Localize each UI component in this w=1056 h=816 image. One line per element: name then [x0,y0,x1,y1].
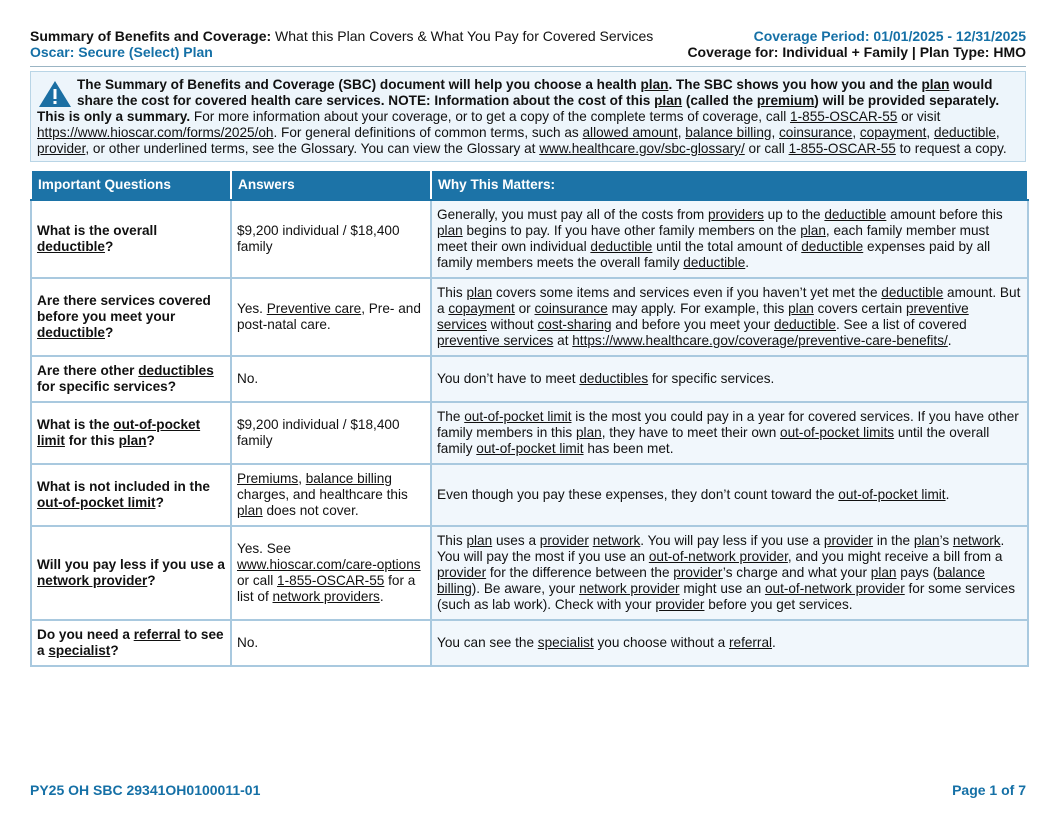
term-link[interactable]: premium [756,93,815,108]
cell-text: ? [104,325,114,340]
cell-text: The [437,409,465,424]
table-header-row [31,170,1028,200]
term-link[interactable]: Preventive care [266,301,362,316]
cell-text: ). Be aware, your [471,581,580,596]
table-row [31,526,1028,620]
table-row [31,620,1028,666]
cell-text: is the most you could pay in a year for covered services. If you have other family members in this [437,409,1019,440]
answer-cell [231,526,431,620]
cell-text: for the difference between the [486,565,674,580]
cell-text: , each family member must meet their own individual [437,223,990,254]
term-link[interactable]: specialist [537,635,594,650]
cell-text: What is the overall [37,223,158,238]
cell-text: ’s charge and what your [722,565,871,580]
cell-text: , and you might receive a bill from a [787,549,1003,564]
term-link[interactable]: out-of-network provider [648,549,788,564]
cell-text: . You will pay the most if you use an [437,533,1005,564]
cell-text: amount. But a [437,285,1021,316]
question-cell [31,526,231,620]
cell-text: $9,200 individual / $18,400 family [237,417,400,448]
term-link[interactable]: out-of-network provider [764,581,905,596]
cell-text: to see a [37,627,224,658]
cell-text: before you get services. [704,597,853,612]
table-row [31,402,1028,464]
cell-text: Are there services covered before you meet your [37,293,211,324]
term-link[interactable]: providers [707,207,764,222]
cell-text: begins to pay. If you have other family members on the [462,223,801,238]
table-row [31,278,1028,356]
term-link[interactable]: www.hioscar.com/care-options [237,557,421,572]
cell-text: ? [147,573,156,588]
term-link[interactable]: balance billing [685,125,772,140]
cell-text: . You will pay less if you use a [640,533,824,548]
term-link[interactable]: deductible [683,255,746,270]
cell-text: Yes. [237,301,267,316]
cell-text: does not cover. [262,503,359,518]
term-link[interactable]: deductible [37,239,105,254]
table-row [31,356,1028,402]
term-link[interactable]: out-of-pocket limit [476,441,584,456]
cell-text: . [947,333,952,348]
answer-cell [231,278,431,356]
coverage-for: Coverage for: Individual + Family | Plan Type: HMO [687,44,1026,60]
column-header: Why This Matters: [431,170,1028,200]
cell-text: Do you need a [37,627,134,642]
cell-text: ? [155,495,164,510]
term-link[interactable]: provider [673,565,723,580]
column-header: Answers [231,170,431,200]
cell-text: , [298,471,306,486]
cell-text: ? [110,643,119,658]
cell-text: charges, and healthcare this [237,487,408,502]
header-left [30,28,653,60]
question-cell [31,278,231,356]
term-link[interactable]: deductible [824,207,887,222]
term-link[interactable]: network [952,533,1001,548]
answer-cell [231,200,431,278]
term-link[interactable]: coinsurance [779,125,853,140]
term-link[interactable]: out-of-pocket limit [37,417,201,448]
term-link[interactable]: deductibles [138,363,214,378]
cell-text: Yes. See [237,541,291,556]
cell-text: and before you meet your [611,317,774,332]
cell-text: . [772,635,776,650]
term-link[interactable]: copayment [859,125,927,140]
why-cell [431,200,1028,278]
term-link[interactable]: plan [466,285,493,300]
term-link[interactable]: coinsurance [534,301,608,316]
cell-text: amount before this [886,207,1003,222]
answer-cell [231,356,431,402]
page-number: Page 1 of 7 [952,782,1026,798]
term-link[interactable]: preventive services [437,301,969,332]
cell-text: for this [64,433,119,448]
cell-text: or [514,301,535,316]
cell-text: might use an [679,581,765,596]
why-cell [431,402,1028,464]
term-link[interactable]: provider [37,141,86,156]
cell-text: ? [104,239,114,254]
term-link[interactable]: deductible [37,325,105,340]
table-row [31,200,1028,278]
cell-text: ? [146,433,155,448]
term-link[interactable]: plan [913,533,940,548]
cell-text: No. [237,635,259,650]
term-link[interactable]: https://www.healthcare.gov/coverage/preventive-care-benefits/ [572,333,948,348]
why-cell [431,464,1028,526]
term-link[interactable]: provider [655,597,705,612]
cell-text: . [379,589,384,604]
term-link[interactable]: specialist [48,643,111,658]
cell-text: for some services (such as lab work). Check with your [437,581,1016,612]
term-link[interactable]: 1-855-OSCAR-55 [277,573,385,588]
cell-text: , they have to meet their own [601,425,781,440]
cell-text: covers certain [813,301,906,316]
term-link[interactable]: network [592,533,641,548]
term-link[interactable]: provider [539,533,589,548]
term-link[interactable]: out-of-pocket limit [37,495,156,510]
why-cell [431,620,1028,666]
term-link[interactable]: plan [870,565,897,580]
why-cell [431,526,1028,620]
coverage-period: Coverage Period: 01/01/2025 - 12/31/2025 [753,28,1026,44]
term-link[interactable]: out-of-pocket limit [838,487,946,502]
header-right [687,28,1026,60]
term-link[interactable]: plan [437,223,463,238]
cell-text: at [553,333,573,348]
term-link[interactable]: network providers [272,589,380,604]
term-link[interactable]: Premiums [237,471,299,486]
cell-text: until the overall family [437,425,990,456]
cell-text: expenses paid by all family members meets the overall family [437,239,991,270]
cell-text: Will you pay less if you use a [37,557,225,572]
column-header: Important Questions [31,170,231,200]
term-link[interactable]: balance billing [437,565,985,596]
phone-link[interactable]: 1-855-OSCAR-55 [790,109,898,124]
document-id: PY25 OH SBC 29341OH0100011-01 [30,782,261,798]
why-cell [431,278,1028,356]
important-questions-table [30,169,1029,667]
cell-text: You can see the [437,635,538,650]
cell-text: uses a [492,533,540,548]
forms-url-link[interactable]: https://www.hioscar.com/forms/2025/oh [37,125,274,140]
cell-text: Even though you pay these expenses, they don’t count toward the [437,487,839,502]
question-cell [31,620,231,666]
term-link[interactable]: plan [800,223,826,238]
cell-text: This [437,285,467,300]
term-link[interactable]: plan [640,77,669,92]
answer-cell [231,620,431,666]
term-link[interactable]: preventive services [437,333,554,348]
term-link[interactable]: plan [576,425,602,440]
term-link[interactable]: provider [437,565,487,580]
cell-text: in the [873,533,914,548]
term-link[interactable]: cost-sharing [537,317,612,332]
warning-icon [37,79,73,109]
term-link[interactable]: allowed amount [582,125,678,140]
term-link[interactable]: deductible [933,125,996,140]
term-link[interactable]: provider [823,533,874,548]
cell-text: or call [237,573,278,588]
term-link[interactable]: network provider [579,581,680,596]
cell-text: Are there other [37,363,139,378]
cell-text: pays ( [896,565,938,580]
why-cell [431,356,1028,402]
term-link[interactable]: plan [654,93,683,108]
cell-text: $9,200 individual / $18,400 family [237,223,400,254]
sbc-notice: The Summary of Benefits and Coverage (SBC) document will help you choose a health plan. The SBC shows you how you and the plan would share the cost for covered health care services. NOTE: Information about the cost of this plan (called the premium) will be provided separately. This is only a summary. For more information about your coverage, or to get a copy of the complete terms of coverage, call 1-855-OSCAR-55 or visit https://www.hioscar.com/forms/2025/oh. For general definitions of common terms, such as allowed amount, balance billing, coinsurance, copayment, deductible, provider, or other underlined terms, see the Glossary. You can view the Glossary at www.healthcare.gov/sbc-glossary/ or call 1-855-OSCAR-55 to request a copy. [30,71,1026,162]
term-link[interactable]: plan [788,301,814,316]
term-link[interactable]: deductible [801,239,864,254]
term-link[interactable]: deductible [881,285,944,300]
cell-text: What is not included in the [37,479,210,494]
answer-cell [231,402,431,464]
term-link[interactable]: deductible [774,317,836,332]
question-cell [31,402,231,464]
term-link[interactable]: deductible [590,239,653,254]
document-title: Summary of Benefits and Coverage: What this Plan Covers & What You Pay for Covered Services [30,28,654,44]
term-link[interactable]: balance billing [305,471,392,486]
page-header [30,28,1026,67]
term-link[interactable]: copayment [448,301,515,316]
phone-link[interactable]: 1-855-OSCAR-55 [788,141,896,156]
question-cell [31,200,231,278]
term-link[interactable]: network provider [37,573,148,588]
table-row [31,464,1028,526]
cell-text: Generally, you must pay all of the costs from [437,207,708,222]
term-link[interactable]: referral [133,627,181,642]
term-link[interactable]: out-of-pocket limits [780,425,895,440]
term-link[interactable]: deductibles [579,371,649,386]
cell-text: , Pre- and post-natal care. [237,301,421,332]
term-link[interactable]: plan [118,433,147,448]
cell-text: for a list of [237,573,416,604]
term-link[interactable]: plan [237,503,263,518]
cell-text: covers some items and services even if you haven’t yet met the [492,285,882,300]
glossary-link[interactable]: www.healthcare.gov/sbc-glossary/ [539,141,745,156]
term-link[interactable]: plan [466,533,493,548]
cell-text: ’s [939,533,953,548]
term-link[interactable]: out-of-pocket limit [464,409,572,424]
answer-cell [231,464,431,526]
cell-text: has been met. [583,441,674,456]
cell-text: until the total amount of [652,239,802,254]
cell-text: for specific services? [37,379,177,394]
question-cell [31,464,231,526]
cell-text: up to the [763,207,825,222]
cell-text: may apply. For example, this [607,301,789,316]
cell-text: for specific services. [648,371,775,386]
cell-text: you choose without a [593,635,729,650]
cell-text: . [945,487,950,502]
cell-text: . [745,255,750,270]
cell-text: No. [237,371,259,386]
cell-text: You don’t have to meet [437,371,580,386]
question-cell [31,356,231,402]
plan-name: Oscar: Secure (Select) Plan [30,44,213,60]
term-link[interactable]: plan [921,77,950,92]
cell-text: . See a list of covered [835,317,967,332]
cell-text: without [486,317,538,332]
cell-text: What is the [37,417,114,432]
cell-text: This [437,533,467,548]
term-link[interactable]: referral [728,635,773,650]
